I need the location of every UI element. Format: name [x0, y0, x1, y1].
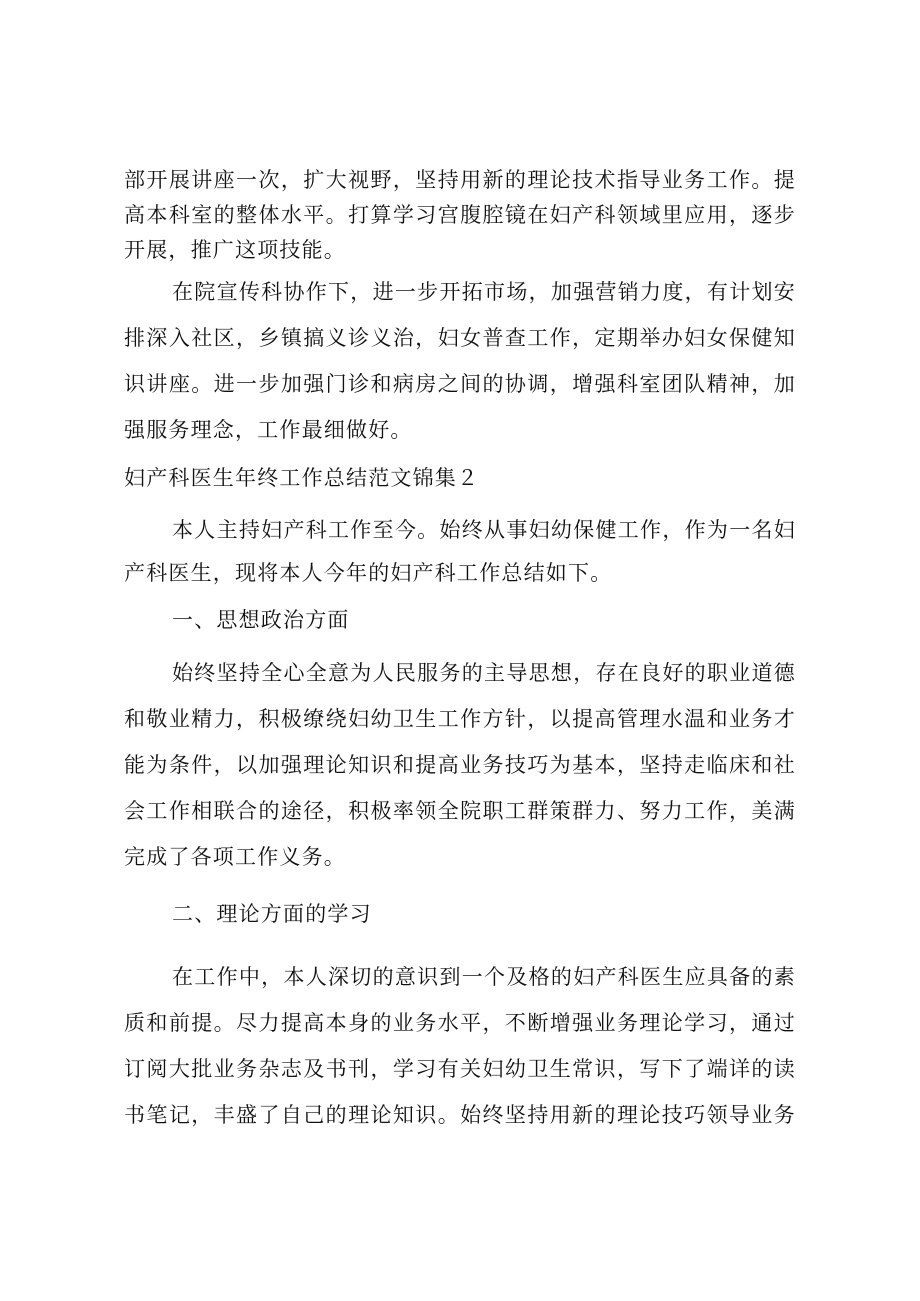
text-line: 能为条件，以加强理论知识和提高业务技巧为基本，坚持走临床和社: [124, 753, 796, 777]
text-line: 部开展讲座一次，扩大视野，坚持用新的理论技术指导业务工作。提: [124, 168, 796, 192]
text-line: 在工作中，本人深切的意识到一个及格的妇产科医生应具备的素: [172, 965, 796, 989]
text-line: 高本科室的整体水平。打算学习宫腹腔镜在妇产科领域里应用，逐步: [124, 203, 796, 227]
text-line: 订阅大批业务杂志及书刊，学习有关妇幼卫生常识，写下了端详的读: [124, 1057, 796, 1081]
text-line: 排深入社区，乡镇搞义诊义治，妇女普查工作，定期举办妇女保健知: [124, 326, 796, 350]
text-line: 开展，推广这项技能。: [124, 238, 346, 262]
text-line: 本人主持妇产科工作至今。始终从事妇幼保健工作，作为一名妇: [172, 518, 796, 542]
text-line: 和敬业精力，积极缭绕妇幼卫生工作方针，以提高管理水温和业务才: [124, 707, 796, 731]
text-line: 在院宣传科协作下，进一步开拓市场，加强营销力度，有计划安: [172, 280, 796, 304]
text-line: 产科医生，现将本人今年的妇产科工作总结如下。: [124, 561, 613, 585]
text-line: 始终坚持全心全意为人民服务的主导思想，存在良好的职业道德: [172, 661, 796, 685]
heading-political: 一、思想政治方面: [172, 608, 350, 632]
section-title: 妇产科医生年终工作总结范文锦集２: [124, 466, 480, 490]
heading-theory: 二、理论方面的学习: [172, 902, 372, 926]
text-line: 书笔记，丰盛了自己的理论知识。始终坚持用新的理论技巧领导业务: [124, 1103, 796, 1127]
text-line: 完成了各项工作义务。: [124, 845, 346, 869]
text-line: 会工作相联合的途径，积极率领全院职工群策群力、努力工作，美满: [124, 799, 796, 823]
text-line: 质和前提。尽力提高本身的业务水平，不断增强业务理论学习，通过: [124, 1011, 796, 1035]
text-line: 强服务理念，工作最细做好。: [124, 418, 413, 442]
text-line: 识讲座。进一步加强门诊和病房之间的协调，增强科室团队精神，加: [124, 372, 796, 396]
